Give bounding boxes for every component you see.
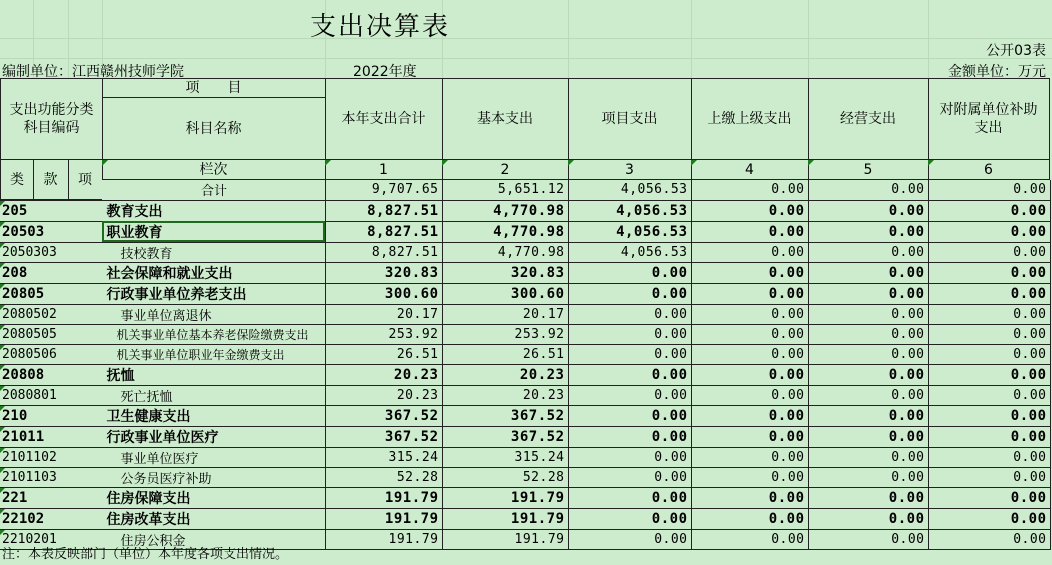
- cell-value[interactable]: 0.00: [928, 304, 1050, 324]
- cell-value[interactable]: 0.00: [928, 283, 1050, 304]
- expenditure-table: [0, 180, 1051, 550]
- page-title: 支出决算表: [309, 12, 450, 42]
- cell-value[interactable]: 0.00: [568, 262, 691, 283]
- cell-value[interactable]: 20.17: [325, 304, 442, 324]
- cell-value[interactable]: 0.00: [568, 447, 691, 467]
- cell-value[interactable]: 52.28: [325, 467, 442, 487]
- cell-value[interactable]: 0.00: [691, 283, 808, 304]
- cell-value[interactable]: 367.52: [442, 405, 568, 426]
- cell-value[interactable]: 0.00: [808, 364, 928, 385]
- cell-value[interactable]: 0.00: [928, 467, 1050, 487]
- cell-value[interactable]: 0.00: [691, 447, 808, 467]
- cell-value[interactable]: 367.52: [442, 426, 568, 447]
- cell-value[interactable]: 0.00: [808, 262, 928, 283]
- cell-code[interactable]: 2080505: [0, 324, 102, 344]
- cell-value[interactable]: 0.00: [568, 487, 691, 508]
- cell-value[interactable]: 0.00: [568, 508, 691, 529]
- cell-value[interactable]: 0.00: [691, 344, 808, 364]
- cell-code[interactable]: 2101102: [0, 447, 102, 467]
- cell-code[interactable]: 208: [0, 262, 102, 283]
- table-header: [0, 78, 1050, 188]
- table-row[interactable]: [0, 242, 1050, 262]
- table-row[interactable]: [0, 467, 1050, 487]
- cell-value[interactable]: 0.00: [568, 283, 691, 304]
- cell-value[interactable]: 52.28: [442, 467, 568, 487]
- cell-value[interactable]: 8,827.51: [325, 242, 442, 262]
- cell-value[interactable]: 0.00: [808, 487, 928, 508]
- col-num-2: 2: [442, 160, 569, 180]
- table-row[interactable]: [0, 426, 1050, 447]
- cell-value[interactable]: 0.00: [928, 385, 1050, 405]
- table-row[interactable]: [0, 221, 1050, 242]
- cell-value[interactable]: 0.00: [808, 405, 928, 426]
- cell-value[interactable]: 0.00: [808, 529, 928, 549]
- cell-value[interactable]: 0.00: [808, 180, 928, 200]
- cell-value[interactable]: 0.00: [928, 262, 1050, 283]
- cell-value[interactable]: 4,770.98: [442, 200, 568, 221]
- cell-code[interactable]: 205: [0, 200, 102, 221]
- cell-subject-name[interactable]: 机关事业单位职业年金缴费支出: [102, 344, 325, 364]
- cell-value[interactable]: 9,707.65: [325, 180, 442, 200]
- cell-value[interactable]: 0.00: [691, 467, 808, 487]
- cell-value[interactable]: 0.00: [691, 426, 808, 447]
- cell-value[interactable]: 300.60: [442, 283, 568, 304]
- cell-value[interactable]: 0.00: [691, 221, 808, 242]
- cell-value[interactable]: 0.00: [691, 324, 808, 344]
- cell-value[interactable]: 0.00: [808, 283, 928, 304]
- cell-code[interactable]: 20503: [0, 221, 102, 242]
- cell-value[interactable]: 0.00: [691, 405, 808, 426]
- cell-code[interactable]: 20805: [0, 283, 102, 304]
- cell-value[interactable]: 4,770.98: [442, 242, 568, 262]
- cell-value[interactable]: 191.79: [325, 487, 442, 508]
- cell-value[interactable]: 320.83: [442, 262, 568, 283]
- table-row[interactable]: [0, 447, 1050, 467]
- cell-code[interactable]: [0, 180, 102, 200]
- cell-value[interactable]: 191.79: [442, 487, 568, 508]
- cell-value[interactable]: 253.92: [325, 324, 442, 344]
- cell-subject-name[interactable]: 教育支出: [102, 200, 325, 221]
- cell-value[interactable]: 0.00: [568, 529, 691, 549]
- cell-value[interactable]: 0.00: [808, 221, 928, 242]
- cell-value[interactable]: 0.00: [928, 405, 1050, 426]
- cell-value[interactable]: 0.00: [691, 487, 808, 508]
- footnote: 注：本表反映部门（单位）本年度各项支出情况。: [2, 547, 289, 562]
- cell-value[interactable]: 20.23: [325, 385, 442, 405]
- cell-value[interactable]: 4,056.53: [568, 180, 691, 200]
- col-num-1: 1: [325, 160, 443, 180]
- col-num-5: 5: [808, 160, 929, 180]
- cell-code[interactable]: 2080506: [0, 344, 102, 364]
- cell-value[interactable]: 191.79: [325, 529, 442, 549]
- cell-value[interactable]: 0.00: [808, 467, 928, 487]
- cell-value[interactable]: 0.00: [928, 426, 1050, 447]
- cell-code[interactable]: 2101103: [0, 467, 102, 487]
- cell-code[interactable]: 22102: [0, 508, 102, 529]
- cell-subject-name[interactable]: 合计: [102, 180, 325, 200]
- cell-value[interactable]: 315.24: [325, 447, 442, 467]
- header-subject-name: 科目名称: [102, 98, 326, 160]
- cell-value[interactable]: 0.00: [691, 242, 808, 262]
- table-row[interactable]: [0, 385, 1050, 405]
- cell-code[interactable]: 20808: [0, 364, 102, 385]
- cell-value[interactable]: 20.23: [325, 364, 442, 385]
- cell-code[interactable]: 221: [0, 487, 102, 508]
- cell-value[interactable]: 0.00: [691, 529, 808, 549]
- cell-value[interactable]: 0.00: [691, 385, 808, 405]
- cell-subject-name[interactable]: 住房公积金: [102, 529, 325, 549]
- cell-value[interactable]: 0.00: [568, 324, 691, 344]
- header-col-total: 本年支出合计: [325, 78, 443, 160]
- table-row[interactable]: [0, 304, 1050, 324]
- cell-subject-name[interactable]: 机关事业单位基本养老保险缴费支出: [102, 324, 325, 344]
- cell-subject-name[interactable]: 社会保障和就业支出: [102, 262, 325, 283]
- header-lei: 类: [0, 160, 34, 200]
- cell-subject-name[interactable]: 事业单位离退休: [102, 304, 325, 324]
- cell-subject-name[interactable]: 职业教育: [102, 221, 325, 242]
- table-row[interactable]: [0, 344, 1050, 364]
- cell-code[interactable]: 210: [0, 405, 102, 426]
- cell-value[interactable]: 4,056.53: [568, 200, 691, 221]
- cell-value[interactable]: 0.00: [928, 221, 1050, 242]
- cell-subject-name[interactable]: 技校教育: [102, 242, 325, 262]
- header-col-basic: 基本支出: [442, 78, 569, 160]
- col-num-4: 4: [691, 160, 809, 180]
- cell-value[interactable]: 315.24: [442, 447, 568, 467]
- cell-value[interactable]: 0.00: [808, 426, 928, 447]
- cell-value[interactable]: 8,827.51: [325, 200, 442, 221]
- table-row[interactable]: [0, 200, 1050, 221]
- table-row[interactable]: [0, 180, 1050, 200]
- header-xiangmu: 项 目: [102, 78, 326, 98]
- cell-value[interactable]: 0.00: [928, 529, 1050, 549]
- header-kuan: 款: [33, 160, 69, 200]
- col-num-6: 6: [928, 160, 1050, 180]
- cell-value[interactable]: 0.00: [691, 200, 808, 221]
- cell-subject-name[interactable]: 卫生健康支出: [102, 405, 325, 426]
- cell-value[interactable]: 0.00: [568, 426, 691, 447]
- table-row[interactable]: [0, 324, 1050, 344]
- cell-subject-name[interactable]: 公务员医疗补助: [102, 467, 325, 487]
- table-row[interactable]: [0, 364, 1050, 385]
- cell-subject-name[interactable]: 事业单位医疗: [102, 447, 325, 467]
- cell-value[interactable]: 0.00: [808, 242, 928, 262]
- cell-value[interactable]: 26.51: [325, 344, 442, 364]
- cell-value[interactable]: 0.00: [928, 364, 1050, 385]
- cell-value[interactable]: 4,056.53: [568, 242, 691, 262]
- table-row[interactable]: [0, 508, 1050, 529]
- cell-value[interactable]: 191.79: [325, 508, 442, 529]
- table-row[interactable]: [0, 405, 1050, 426]
- header-col-operating: 经营支出: [808, 78, 929, 160]
- cell-value[interactable]: 8,827.51: [325, 221, 442, 242]
- cell-value[interactable]: 0.00: [568, 467, 691, 487]
- cell-value[interactable]: 367.52: [325, 405, 442, 426]
- cell-value[interactable]: 0.00: [691, 508, 808, 529]
- cell-value[interactable]: 0.00: [691, 364, 808, 385]
- cell-value[interactable]: 253.92: [442, 324, 568, 344]
- cell-code[interactable]: 2050303: [0, 242, 102, 262]
- cell-value[interactable]: 0.00: [808, 200, 928, 221]
- cell-value[interactable]: 0.00: [808, 508, 928, 529]
- cell-value[interactable]: 26.51: [442, 344, 568, 364]
- cell-code[interactable]: 2210201: [0, 529, 102, 549]
- reporting-unit: 编制单位：江西赣州技师学院: [2, 64, 184, 80]
- cell-code[interactable]: 2080502: [0, 304, 102, 324]
- cell-value[interactable]: 300.60: [325, 283, 442, 304]
- cell-value[interactable]: 0.00: [808, 324, 928, 344]
- cell-value[interactable]: 0.00: [808, 447, 928, 467]
- cell-value[interactable]: 0.00: [928, 242, 1050, 262]
- cell-value[interactable]: 0.00: [808, 385, 928, 405]
- header-lanci: 栏次: [102, 160, 326, 180]
- cell-subject-name[interactable]: 死亡抚恤: [102, 385, 325, 405]
- cell-value[interactable]: 0.00: [928, 324, 1050, 344]
- cell-value[interactable]: 0.00: [808, 344, 928, 364]
- cell-value[interactable]: 0.00: [691, 180, 808, 200]
- table-row[interactable]: [0, 283, 1050, 304]
- header-col-subsidy: 对附属单位补助 支出: [928, 78, 1050, 160]
- cell-value[interactable]: 0.00: [928, 447, 1050, 467]
- cell-value[interactable]: 20.23: [442, 364, 568, 385]
- header-col-remit: 上缴上级支出: [691, 78, 809, 160]
- cell-value[interactable]: 5,651.12: [442, 180, 568, 200]
- cell-value[interactable]: 0.00: [568, 344, 691, 364]
- cell-value[interactable]: 0.00: [568, 304, 691, 324]
- col-num-3: 3: [568, 160, 692, 180]
- cell-value[interactable]: 0.00: [691, 304, 808, 324]
- cell-subject-name[interactable]: 抚恤: [102, 364, 325, 385]
- table-row[interactable]: [0, 262, 1050, 283]
- header-col-project: 项目支出: [568, 78, 692, 160]
- cell-value[interactable]: 4,056.53: [568, 221, 691, 242]
- cell-subject-name[interactable]: 行政事业单位养老支出: [102, 283, 325, 304]
- cell-value[interactable]: 0.00: [928, 508, 1050, 529]
- header-xiang: 项: [68, 160, 103, 200]
- cell-code[interactable]: 2080801: [0, 385, 102, 405]
- cell-code[interactable]: 21011: [0, 426, 102, 447]
- cell-value[interactable]: 191.79: [442, 529, 568, 549]
- cell-value[interactable]: 0.00: [568, 385, 691, 405]
- cell-value[interactable]: 20.17: [442, 304, 568, 324]
- money-unit: 金额单位：万元: [948, 64, 1046, 80]
- cell-value[interactable]: 0.00: [568, 364, 691, 385]
- form-id: 公开03表: [986, 43, 1046, 59]
- cell-subject-name[interactable]: 住房改革支出: [102, 508, 325, 529]
- cell-value[interactable]: 191.79: [442, 508, 568, 529]
- cell-subject-name[interactable]: 行政事业单位医疗: [102, 426, 325, 447]
- cell-value[interactable]: 20.23: [442, 385, 568, 405]
- cell-value[interactable]: 0.00: [568, 405, 691, 426]
- cell-value[interactable]: 320.83: [325, 262, 442, 283]
- cell-value[interactable]: 0.00: [808, 304, 928, 324]
- cell-value[interactable]: 367.52: [325, 426, 442, 447]
- cell-subject-name[interactable]: 住房保障支出: [102, 487, 325, 508]
- header-func-code: 支出功能分类 科目编码: [0, 78, 103, 160]
- cell-value[interactable]: 0.00: [928, 344, 1050, 364]
- cell-value[interactable]: 0.00: [928, 180, 1050, 200]
- cell-value[interactable]: 0.00: [928, 487, 1050, 508]
- cell-value[interactable]: 0.00: [928, 200, 1050, 221]
- cell-value[interactable]: 4,770.98: [442, 221, 568, 242]
- cell-value[interactable]: 0.00: [691, 262, 808, 283]
- table-row[interactable]: [0, 487, 1050, 508]
- fiscal-year: 2022年度: [353, 64, 417, 80]
